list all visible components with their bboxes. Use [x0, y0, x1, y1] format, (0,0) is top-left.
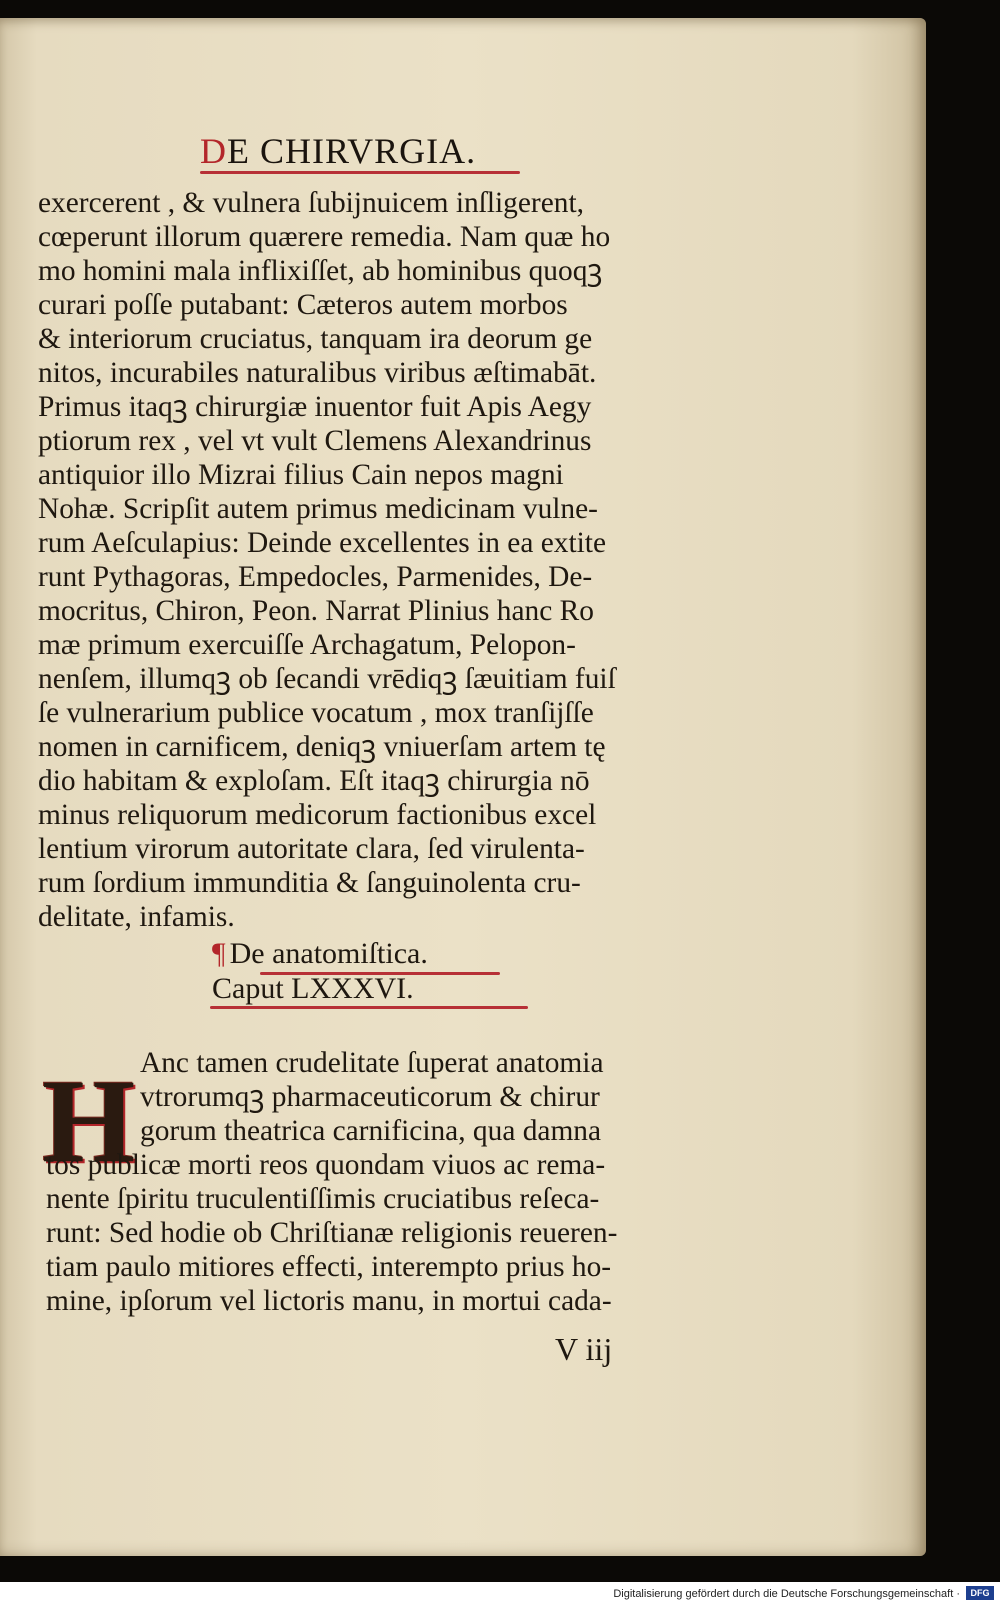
text-line: tos publicæ morti reos quondam viuos ac rema-	[46, 1149, 606, 1181]
pilcrow-icon: ¶	[212, 937, 226, 970]
text-line: ptiorum rex , vel vt vult Clemens Alexandrinus	[38, 425, 592, 457]
text-line: exercerent , & vulnera ſubijnuicem inſligerent,	[38, 187, 584, 219]
text-line: nomen in carnificem, deniqꝫ vniuerſam artem tę	[38, 731, 606, 763]
chapter-text-indented	[140, 1046, 720, 1148]
footer-credit: Digitalisierung gefördert durch die Deutsche Forschungsgemeinschaft ·	[613, 1588, 960, 1600]
text-line: runt: Sed hodie ob Chriſtianæ religionis reueren-	[46, 1217, 618, 1249]
text-line: nitos, incurabiles naturalibus viribus æſtimabāt.	[38, 357, 597, 389]
text-line: curari poſſe putabant: Cæteros autem morbos	[38, 289, 568, 321]
text-line: rum Aeſculapius: Deinde excellentes in ea extite	[38, 527, 607, 559]
text-line: dio habitam & exploſam. Eſt itaqꝫ chirurgia nō	[38, 765, 590, 797]
text-line: mæ primum exercuiſſe Archagatum, Pelopon-	[38, 629, 576, 661]
text-line: vtrorumqꝫ pharmaceuticorum & chirur	[140, 1081, 600, 1113]
text-line: lentium virorum autoritate clara, ſed virulenta-	[38, 833, 585, 865]
text-line: nente ſpiritu truculentiſſimis cruciatibus reſeca-	[46, 1183, 600, 1215]
text-line: ſe vulnerarium publice vocatum , mox tranſijſſe	[38, 697, 594, 729]
text-line: mo homini mala inflixiſſet, ab hominibus quoqꝫ	[38, 255, 603, 287]
text-line: cœperunt illorum quærere remedia. Nam quæ ho	[38, 221, 611, 253]
text-line: Nohæ. Scripſit autem primus medicinam vulne-	[38, 493, 598, 525]
text-line: & interiorum cruciatus, tanquam ira deorum ge	[38, 323, 593, 355]
main-text-block	[38, 186, 718, 934]
running-head-text: E CHIRVRGIA.	[227, 131, 477, 171]
text-line: mine, ipſorum vel lictoris manu, in mortui cada-	[46, 1285, 612, 1317]
footer-bar	[0, 1582, 1000, 1607]
text-line: Primus itaqꝫ chirurgiæ inuentor fuit Apis Aegy	[38, 391, 592, 423]
running-head-initial: D	[200, 131, 227, 171]
running-head-underline	[200, 171, 520, 174]
text-line: mocritus, Chiron, Peon. Narrat Plinius hanc Ro	[38, 595, 594, 627]
text-line: Anc tamen crudelitate ſuperat anatomia	[140, 1047, 604, 1079]
text-line: runt Pythagoras, Empedocles, Parmenides, De-	[38, 561, 593, 593]
text-line: antiquior illo Mizrai filius Cain nepos magni	[38, 459, 564, 491]
chapter-number: Caput LXXXVI.	[212, 972, 414, 1005]
decorated-initial: H	[42, 1054, 136, 1187]
text-line: minus reliquorum medicorum factionibus excel	[38, 799, 597, 831]
text-line: nenſem, illumqꝫ ob ſecandi vrēdiqꝫ ſæuitiam fuiſ	[38, 663, 616, 695]
chapter-title	[212, 938, 428, 970]
chapter-text-full	[46, 1148, 726, 1318]
book-page	[0, 18, 926, 1556]
text-line: rum ſordium immunditia & ſanguinolenta cru-	[38, 867, 581, 899]
chapter-title-text: De anatomiſtica.	[229, 937, 428, 970]
text-line: tiam paulo mitiores effecti, interempto prius ho-	[46, 1251, 612, 1283]
chapter-number-underline	[210, 1006, 528, 1009]
running-head	[200, 130, 560, 172]
signature-mark: V iij	[555, 1331, 613, 1367]
text-line: gorum theatrica carnificina, qua damna	[140, 1115, 602, 1147]
dfg-logo-icon: DFG	[966, 1586, 994, 1600]
text-line: delitate, infamis.	[38, 901, 235, 933]
